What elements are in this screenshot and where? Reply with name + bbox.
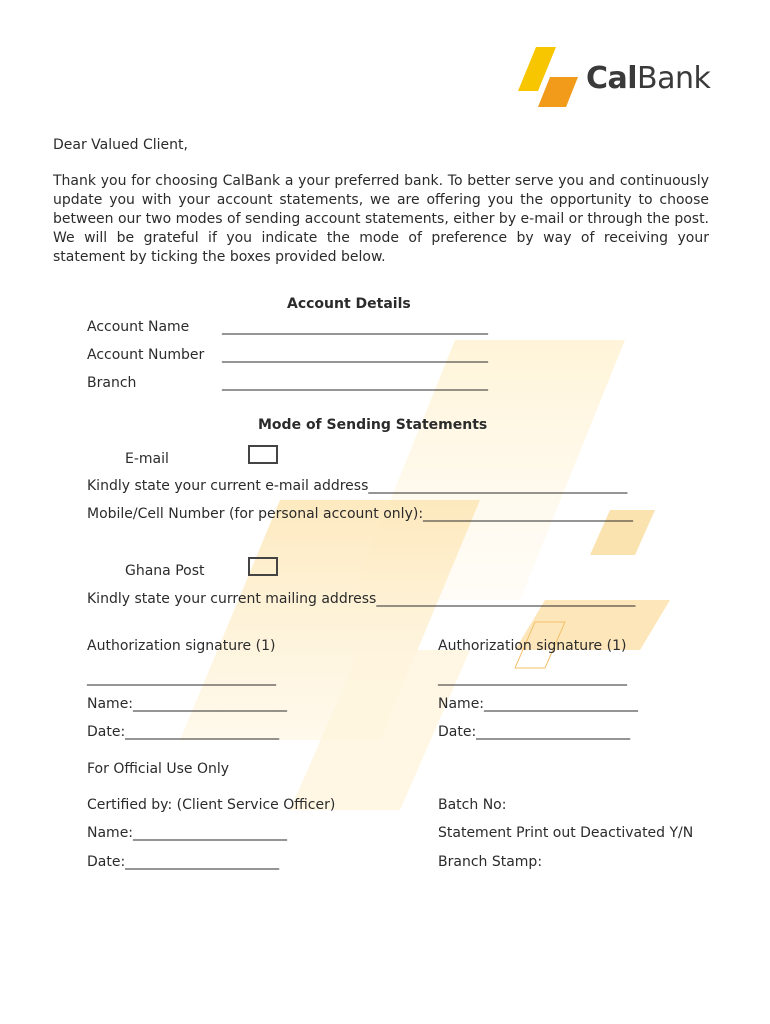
signature-left-name-field[interactable]: Name:______________________ <box>87 696 288 712</box>
ghana-post-option-label: Ghana Post <box>125 563 205 579</box>
intro-paragraph: Thank you for choosing CalBank a your preferred bank. To better serve you and continuously update you with your account statements, we are offering you the opportunity to choose between our two modes of sending account statements, either by e-mail or through the post. We will be grateful if you indicate the mode of preference by way of receiving your statement by ticking the boxes provided below. <box>53 173 710 265</box>
account-number-field[interactable]: ______________________________________ <box>222 347 488 363</box>
official-use-heading: For Official Use Only <box>87 761 230 777</box>
logo-text-cal: Cal <box>586 61 638 96</box>
branch-field[interactable]: ______________________________________ <box>222 375 488 391</box>
account-details-heading: Account Details <box>287 296 411 312</box>
ghana-post-checkbox[interactable] <box>248 557 278 576</box>
signature-right-name-field[interactable]: Name:______________________ <box>438 696 639 712</box>
email-address-field[interactable]: Kindly state your current e-mail address_____________________________________ <box>87 478 628 494</box>
signature-right-date-field[interactable]: Date:______________________ <box>438 724 631 740</box>
calbank-logo-mark-icon <box>518 47 580 109</box>
account-name-label: Account Name <box>87 319 190 335</box>
certified-by-label: Certified by: (Client Service Officer) <box>87 797 336 813</box>
mobile-number-field[interactable]: Mobile/Cell Number (for personal account only):______________________________ <box>87 506 634 522</box>
batch-no-label: Batch No: <box>438 797 507 813</box>
greeting: Dear Valued Client, <box>53 137 188 153</box>
logo-text-bank: Bank <box>637 61 711 96</box>
statement-print-out-label: Statement Print out Deactivated Y/N <box>438 825 694 841</box>
mailing-address-field[interactable]: Kindly state your current mailing address_____________________________________ <box>87 591 636 607</box>
email-checkbox[interactable] <box>248 445 278 464</box>
email-option-label: E-mail <box>125 451 169 467</box>
signature-left-label: Authorization signature (1) <box>87 638 276 654</box>
calbank-logo <box>518 47 711 109</box>
signature-right-label: Authorization signature (1) <box>438 638 627 654</box>
official-date-field[interactable]: Date:______________________ <box>87 854 280 870</box>
mode-heading: Mode of Sending Statements <box>258 417 488 433</box>
branch-label: Branch <box>87 375 137 391</box>
account-name-field[interactable]: ______________________________________ <box>222 319 488 335</box>
account-number-label: Account Number <box>87 347 205 363</box>
official-name-field[interactable]: Name:______________________ <box>87 825 288 841</box>
branch-stamp-label: Branch Stamp: <box>438 854 543 870</box>
signature-left-line[interactable]: ___________________________ <box>87 670 276 686</box>
logo-wordmark <box>586 61 710 96</box>
signature-left-date-field[interactable]: Date:______________________ <box>87 724 280 740</box>
signature-right-line[interactable]: ___________________________ <box>438 670 627 686</box>
